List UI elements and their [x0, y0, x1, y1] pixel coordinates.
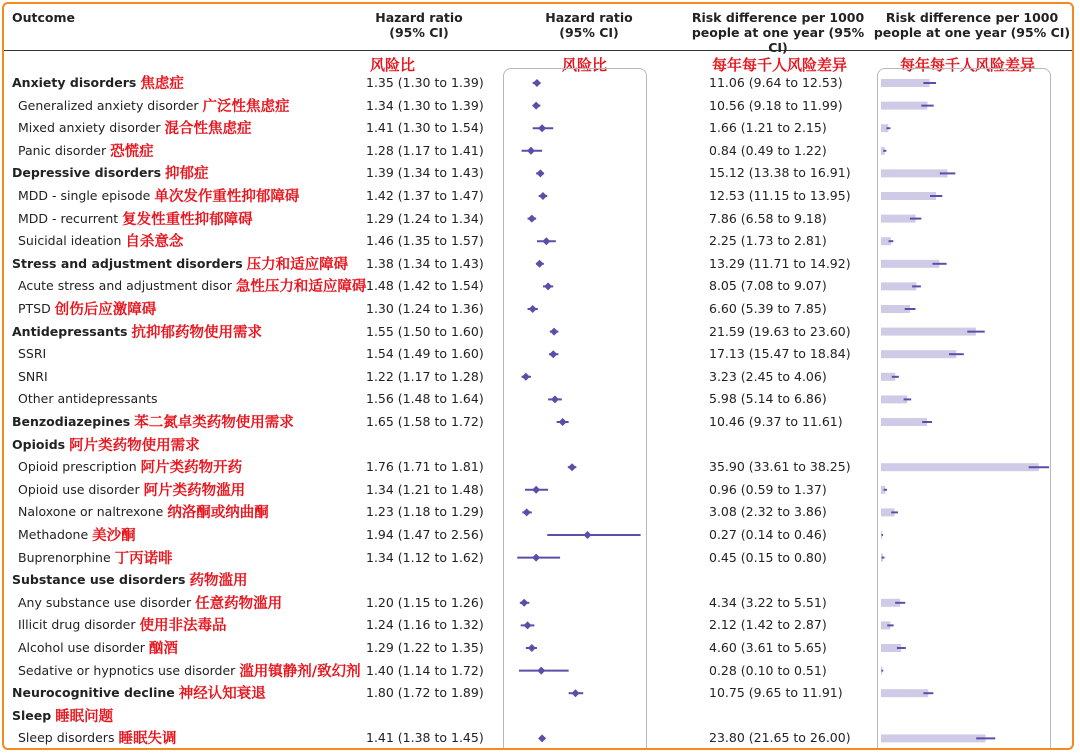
outcome-cn-annotation: 神经认知衰退 — [178, 686, 266, 703]
hr-plot-header-line1: Hazard ratio — [545, 10, 633, 25]
hazard-ratio-value: 1.76 (1.71 to 1.81) — [366, 459, 484, 475]
outcome-label: Methadone — [18, 527, 89, 542]
outcome-label: Sleep — [12, 707, 52, 723]
hazard-ratio-value: 1.35 (1.30 to 1.39) — [366, 75, 484, 90]
rd-plot-header-line1: Risk difference per 1000 — [885, 10, 1059, 25]
hr-point-marker — [528, 644, 536, 652]
outcome-label: Panic disorder — [18, 142, 107, 158]
hazard-ratio-value: 1.23 (1.18 to 1.29) — [366, 504, 484, 520]
hr-cn-annotation: 风险比 — [370, 56, 416, 74]
hr-point-marker — [544, 282, 552, 290]
risk-difference-value: 35.90 (33.61 to 38.25) — [709, 459, 851, 475]
hr-text-header-line2: (95% CI) — [389, 25, 449, 40]
outcome-cn-annotation: 任意药物滥用 — [195, 595, 283, 612]
outcome-cn-annotation: 单次发作重性抑郁障碍 — [154, 189, 300, 205]
rd-text-header-line1: Risk difference per 1000 — [691, 10, 865, 25]
hazard-ratio-value: 1.29 (1.24 to 1.34) — [366, 210, 484, 226]
hr-text-header-line1: Hazard ratio — [375, 10, 463, 25]
outcome-label: Generalized anxiety disorder — [18, 97, 199, 113]
outcome-cn-annotation: 复发性重性抑郁障碍 — [122, 211, 253, 228]
outcome-label: Mixed anxiety disorder — [18, 120, 161, 136]
hr-point-marker — [536, 169, 544, 177]
risk-difference-value: 11.06 (9.64 to 12.53) — [709, 75, 843, 90]
hr-point-marker — [522, 373, 530, 381]
hazard-ratio-value: 1.34 (1.21 to 1.48) — [366, 481, 484, 497]
hr-point-marker — [524, 621, 532, 629]
outcome-label: Opioid use disorder — [18, 481, 140, 497]
rd-cn-annotation: 每年每千人风险差异 — [712, 56, 848, 74]
hazard-ratio-value: 1.40 (1.14 to 1.72) — [366, 662, 484, 678]
hr-point-marker — [572, 689, 580, 697]
figure-frame — [2, 2, 1074, 750]
hr-point-marker — [532, 102, 540, 110]
outcome-cn-annotation: 急性压力和适应障碍 — [235, 279, 367, 296]
risk-difference-value: 6.60 (5.39 to 7.85) — [709, 301, 827, 316]
rd-bar — [881, 282, 916, 290]
rd-bar — [881, 328, 976, 336]
hr-point-marker — [551, 395, 559, 403]
risk-difference-value: 0.27 (0.14 to 0.46) — [709, 527, 827, 542]
risk-difference-value: 13.29 (11.71 to 14.92) — [709, 255, 851, 271]
hr-point-marker — [559, 418, 567, 426]
outcome-cn-annotation: 美沙酮 — [92, 528, 136, 544]
rd-bar — [881, 734, 986, 742]
outcome-cn-annotation: 使用非法毒品 — [139, 618, 227, 635]
hazard-ratio-value: 1.34 (1.12 to 1.62) — [366, 549, 484, 565]
hazard-ratio-value: 1.41 (1.38 to 1.45) — [366, 730, 484, 746]
outcome-label: PTSD — [18, 301, 51, 316]
rd-bar — [881, 79, 930, 87]
outcome-cn-annotation: 酗酒 — [148, 641, 178, 657]
outcome-cn-annotation: 药物滥用 — [189, 573, 248, 590]
risk-difference-value: 0.96 (0.59 to 1.37) — [709, 481, 827, 497]
outcome-cn-annotation: 压力和适应障碍 — [246, 256, 349, 273]
outcome-label: Sleep disorders — [18, 730, 115, 746]
outcome-label: Neurocognitive decline — [12, 685, 175, 701]
outcome-cn-annotation: 纳洛酮或纳曲酮 — [167, 505, 269, 522]
outcome-cn-annotation: 丁丙诺啡 — [114, 550, 173, 567]
risk-difference-value: 1.66 (1.21 to 2.15) — [709, 120, 827, 136]
outcome-cn-annotation: 广泛性焦虑症 — [202, 98, 290, 115]
hr-point-marker — [550, 328, 558, 336]
risk-difference-value: 5.98 (5.14 to 6.86) — [709, 391, 827, 407]
risk-difference-value: 10.75 (9.65 to 11.91) — [709, 685, 843, 701]
hazard-ratio-value: 1.24 (1.16 to 1.32) — [366, 617, 484, 633]
outcome-label: Stress and adjustment disorders — [12, 255, 243, 271]
outcome-cn-annotation: 抑郁症 — [165, 166, 209, 183]
hazard-ratio-value: 1.80 (1.72 to 1.89) — [366, 685, 484, 701]
hazard-ratio-value: 1.22 (1.17 to 1.28) — [366, 368, 484, 384]
risk-difference-value: 10.46 (9.37 to 11.61) — [709, 414, 843, 429]
risk-difference-value: 2.25 (1.73 to 2.81) — [709, 233, 827, 249]
hazard-ratio-value: 1.65 (1.58 to 1.72) — [366, 414, 484, 429]
outcome-cn-annotation: 滥用镇静剂/致幻剂 — [239, 663, 361, 680]
risk-difference-value: 23.80 (21.65 to 26.00) — [709, 730, 851, 746]
outcome-label: Depressive disorders — [12, 165, 162, 181]
hazard-ratio-value: 1.48 (1.42 to 1.54) — [366, 278, 484, 294]
outcome-cn-annotation: 抗抑郁药物使用需求 — [131, 324, 262, 341]
hr-point-marker — [539, 192, 547, 200]
rd-bar — [881, 192, 936, 200]
outcome-cn-annotation: 睡眠失调 — [118, 731, 177, 748]
forest-plot-svg — [4, 4, 1072, 748]
rd-bar — [881, 418, 927, 426]
outcome-label: Any substance use disorder — [18, 594, 192, 610]
hr-plot-cn-annotation: 风险比 — [562, 56, 608, 74]
outcome-label: Naloxone or naltrexone — [18, 504, 164, 520]
rd-bar — [881, 350, 956, 358]
hazard-ratio-value: 1.20 (1.15 to 1.26) — [366, 594, 484, 610]
risk-difference-value: 12.53 (11.15 to 13.95) — [709, 188, 851, 203]
outcome-label: Other antidepressants — [18, 391, 158, 407]
hr-point-marker — [523, 508, 531, 516]
hr-point-marker — [538, 734, 546, 742]
hazard-ratio-value: 1.28 (1.17 to 1.41) — [366, 142, 484, 158]
outcome-label: SSRI — [18, 346, 47, 362]
outcome-label: Opioids — [12, 436, 66, 452]
hr-point-marker — [529, 305, 537, 313]
rd-bar — [881, 169, 947, 177]
risk-difference-value: 4.34 (3.22 to 5.51) — [709, 594, 827, 610]
risk-difference-value: 7.86 (6.58 to 9.18) — [709, 210, 827, 226]
hazard-ratio-value: 1.46 (1.35 to 1.57) — [366, 233, 484, 249]
hazard-ratio-value: 1.55 (1.50 to 1.60) — [366, 323, 484, 339]
hazard-ratio-value: 1.29 (1.22 to 1.35) — [366, 640, 484, 655]
risk-difference-value: 21.59 (19.63 to 23.60) — [709, 323, 851, 339]
outcome-cn-annotation: 阿片类药物开药 — [140, 460, 243, 477]
outcome-label: MDD - recurrent — [18, 210, 119, 226]
outcome-label: Suicidal ideation — [18, 233, 122, 249]
hr-point-marker — [549, 350, 557, 358]
outcome-cn-annotation: 恐慌症 — [110, 143, 154, 160]
hr-point-marker — [533, 79, 541, 87]
outcome-label: SNRI — [18, 368, 48, 384]
rd-plot-cn-annotation: 每年每千人风险差异 — [900, 56, 1036, 74]
hazard-ratio-value: 1.56 (1.48 to 1.64) — [366, 391, 484, 407]
risk-difference-value: 8.05 (7.08 to 9.07) — [709, 278, 827, 294]
outcome-label: Opioid prescription — [18, 459, 137, 475]
outcome-label: Antidepressants — [12, 323, 128, 339]
risk-difference-value: 0.84 (0.49 to 1.22) — [709, 142, 827, 158]
hr-point-marker — [520, 599, 528, 607]
outcome-cn-annotation: 焦虑症 — [140, 76, 184, 92]
rd-plot-header-line2: people at one year (95% CI) — [873, 25, 1071, 40]
risk-difference-value: 0.45 (0.15 to 0.80) — [709, 549, 827, 565]
hr-point-marker — [538, 124, 546, 132]
hr-point-marker — [537, 667, 545, 675]
risk-difference-value: 4.60 (3.61 to 5.65) — [709, 640, 827, 655]
outcome-cn-annotation: 混合性焦虑症 — [164, 121, 252, 138]
outcome-label: Buprenorphine — [18, 549, 111, 565]
outcome-label: Benzodiazepines — [12, 414, 131, 429]
outcome-label: Substance use disorders — [12, 572, 186, 588]
rd-bar — [881, 102, 927, 110]
outcome-cn-annotation: 创伤后应激障碍 — [54, 302, 157, 318]
outcome-label: Acute stress and adjustment disor — [18, 278, 232, 294]
risk-difference-value: 15.12 (13.38 to 16.91) — [709, 165, 851, 181]
hr-point-marker — [583, 531, 591, 539]
hr-point-marker — [527, 147, 535, 155]
hazard-ratio-value: 1.42 (1.37 to 1.47) — [366, 188, 484, 203]
outcome-label: Sedative or hypnotics use disorder — [18, 662, 236, 678]
outcome-cn-annotation: 苯二氮卓类药物使用需求 — [134, 415, 294, 431]
hr-point-marker — [528, 215, 536, 223]
outcome-cn-annotation: 睡眠问题 — [55, 708, 114, 725]
hazard-ratio-value: 1.30 (1.24 to 1.36) — [366, 301, 484, 316]
hr-point-marker — [532, 486, 540, 494]
rd-bar — [881, 260, 939, 268]
hazard-ratio-value: 1.41 (1.30 to 1.54) — [366, 120, 484, 136]
hr-point-marker — [532, 554, 540, 562]
hazard-ratio-value: 1.94 (1.47 to 2.56) — [366, 527, 484, 542]
outcome-cn-annotation: 自杀意念 — [125, 234, 184, 251]
outcome-label: Alcohol use disorder — [18, 640, 145, 655]
risk-difference-value: 0.28 (0.10 to 0.51) — [709, 662, 827, 678]
risk-difference-value: 3.08 (2.32 to 3.86) — [709, 504, 827, 520]
risk-difference-value: 3.23 (2.45 to 4.06) — [709, 368, 827, 384]
outcome-label: Illicit drug disorder — [18, 617, 136, 633]
hr-point-marker — [536, 260, 544, 268]
risk-difference-value: 17.13 (15.47 to 18.84) — [709, 346, 851, 362]
outcome-header: Outcome — [12, 10, 76, 25]
outcome-label: MDD - single episode — [18, 188, 151, 203]
risk-difference-value: 2.12 (1.42 to 2.87) — [709, 617, 827, 633]
hr-point-marker — [568, 463, 576, 471]
hr-plot-header-line2: (95% CI) — [559, 25, 619, 40]
hazard-ratio-value: 1.38 (1.34 to 1.43) — [366, 255, 484, 271]
rd-bar — [881, 689, 928, 697]
hazard-ratio-value: 1.54 (1.49 to 1.60) — [366, 346, 484, 362]
rd-text-header-line2: people at one year (95% CI) — [691, 25, 865, 55]
outcome-cn-annotation: 阿片类药物滥用 — [143, 482, 246, 499]
rd-bar — [881, 463, 1039, 471]
hr-point-marker — [542, 237, 550, 245]
rd-bar — [881, 395, 907, 403]
risk-difference-value: 10.56 (9.18 to 11.99) — [709, 97, 843, 113]
hazard-ratio-value: 1.39 (1.34 to 1.43) — [366, 165, 484, 181]
outcome-cn-annotation: 阿片类药物使用需求 — [69, 437, 200, 454]
hazard-ratio-value: 1.34 (1.30 to 1.39) — [366, 97, 484, 113]
outcome-label: Anxiety disorders — [12, 75, 137, 90]
